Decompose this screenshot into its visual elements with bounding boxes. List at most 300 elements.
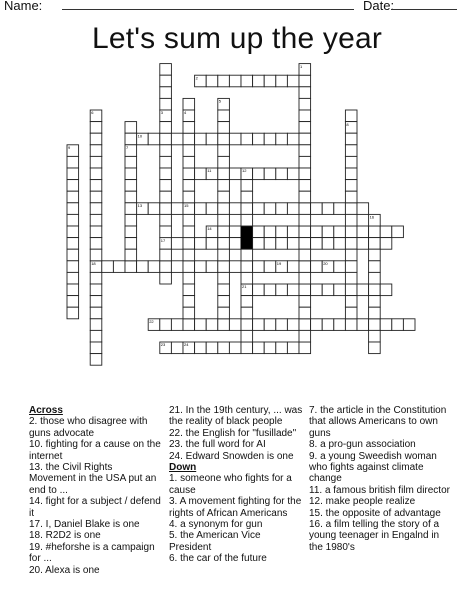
grid-cell[interactable] [183,98,195,110]
grid-cell[interactable] [195,238,207,250]
grid-cell[interactable] [171,342,183,354]
grid-cell[interactable] [241,75,253,87]
name-label: Name: [4,0,43,13]
grid-cell[interactable] [369,296,381,308]
grid-cell[interactable] [392,319,404,331]
clue-number: 16 [369,214,375,220]
grid-cell[interactable] [218,261,230,273]
grid-cell[interactable] [171,261,183,273]
grid-cell[interactable] [345,272,357,284]
grid-cell[interactable] [67,272,79,284]
grid-cell[interactable] [160,203,172,215]
grid-cell[interactable] [90,238,102,250]
grid-cell[interactable] [287,284,299,296]
grid-cell[interactable] [299,214,311,226]
grid-cell[interactable] [125,261,137,273]
grid-cell[interactable] [345,319,357,331]
grid-cell[interactable] [264,319,276,331]
grid-cell[interactable] [253,238,265,250]
grid-cell[interactable] [264,133,276,145]
grid-cell[interactable] [299,145,311,157]
grid-cell[interactable] [67,191,79,203]
grid-cell[interactable] [299,307,311,319]
clue-number: 7 [126,145,129,150]
grid-cell[interactable] [345,156,357,168]
grid-cell[interactable] [183,122,195,134]
grid-cell[interactable] [345,133,357,145]
grid-cell[interactable] [125,203,137,215]
grid-cell[interactable] [67,296,79,308]
grid-cell[interactable] [264,284,276,296]
grid-cell[interactable] [287,133,299,145]
clue-number: 19 [276,261,282,266]
grid-cell[interactable] [206,238,218,250]
grid-cell[interactable] [206,133,218,145]
grid-cell[interactable] [241,214,253,226]
grid-cell[interactable] [137,261,149,273]
grid-cell[interactable] [380,238,392,250]
clue-number: 4 [184,110,187,116]
grid-cell[interactable] [183,214,195,226]
grid-cell[interactable] [90,191,102,203]
grid-cell[interactable] [264,203,276,215]
grid-cell[interactable] [264,238,276,250]
grid-cell[interactable] [160,249,172,261]
clue-item: 14. fight for a subject / defend it [29,496,161,519]
grid-cell[interactable] [241,261,253,273]
grid-cell[interactable] [357,319,369,331]
grid-cell[interactable] [218,284,230,296]
grid-cell[interactable] [299,156,311,168]
grid-cell[interactable] [218,75,230,87]
grid-cell[interactable] [299,98,311,110]
grid-cell[interactable] [229,75,241,87]
grid-cell[interactable] [345,191,357,203]
grid-cell[interactable] [276,75,288,87]
grid-cell[interactable] [241,307,253,319]
grid-cell[interactable] [345,168,357,180]
grid-cell[interactable] [253,133,265,145]
grid-cell[interactable] [171,203,183,215]
clue-item: 12. make people realize [309,496,416,508]
clue-item: 20. Alexa is one [29,564,100,576]
grid-cell[interactable] [125,214,137,226]
grid-cell[interactable] [206,203,218,215]
grid-cell[interactable] [241,296,253,308]
grid-cell[interactable] [90,180,102,192]
grid-cell[interactable] [218,214,230,226]
clue-item: 24. Edward Snowden is one [169,450,294,462]
grid-cell[interactable] [160,122,172,134]
grid-cell[interactable] [299,203,311,215]
grid-cell[interactable] [171,238,183,250]
grid-cell[interactable] [160,191,172,203]
clue-number: 18 [91,261,96,266]
grid-cell[interactable] [90,133,102,145]
grid-cell[interactable] [322,284,334,296]
grid-cell[interactable] [183,272,195,284]
grid-cell[interactable] [299,168,311,180]
grid-cell[interactable] [369,261,381,273]
grid-cell[interactable] [276,133,288,145]
grid-cell[interactable] [287,75,299,87]
grid-cell[interactable] [160,156,172,168]
grid-cell[interactable] [183,156,195,168]
clue-item: 15. the opposite of advantage [309,507,441,519]
clue-item: 2. those who disagree with guns advocate [29,416,148,439]
grid-cell[interactable] [299,180,311,192]
grid-cell[interactable] [369,319,381,331]
grid-cell[interactable] [253,203,265,215]
grid-cell[interactable] [322,226,334,238]
grid-cell[interactable] [276,319,288,331]
grid-cell[interactable] [183,180,195,192]
grid-cell[interactable] [334,238,346,250]
grid-cell[interactable] [276,226,288,238]
grid-cell[interactable] [195,342,207,354]
clue-number: 13 [137,203,143,208]
grid-cell[interactable] [218,226,230,238]
grid-cell[interactable] [229,133,241,145]
grid-cell[interactable] [345,180,357,192]
grid-cell[interactable] [67,203,79,215]
grid-cell[interactable] [253,284,265,296]
clue-number: 14 [207,226,212,232]
grid-cell[interactable] [90,203,102,215]
grid-cell[interactable] [299,238,311,250]
grid-cell[interactable] [345,249,357,261]
grid-cell[interactable] [334,203,346,215]
grid-cell[interactable] [125,122,137,134]
grid-cell[interactable] [403,319,415,331]
grid-cell[interactable] [183,284,195,296]
grid-cell[interactable] [357,203,369,215]
grid-cell[interactable] [218,319,230,331]
grid-cell[interactable] [160,75,172,87]
grid-cell[interactable] [334,226,346,238]
grid-cell[interactable] [218,122,230,134]
grid-cell[interactable] [229,238,241,250]
clues-column-2 [169,405,304,565]
grid-cell[interactable] [253,261,265,273]
grid-cell[interactable] [218,145,230,157]
grid-cell[interactable] [125,238,137,250]
grid-cell[interactable] [345,284,357,296]
grid-cell[interactable] [287,203,299,215]
grid-cell[interactable] [90,284,102,296]
grid-cell[interactable] [171,133,183,145]
grid-cell[interactable] [67,238,79,250]
grid-cell[interactable] [183,145,195,157]
clue-item: 1. someone who fights for a cause [169,473,292,496]
grid-cell[interactable] [183,238,195,250]
grid-cell[interactable] [113,261,125,273]
grid-cell[interactable] [218,110,230,122]
grid-cell[interactable] [183,168,195,180]
grid-cell[interactable] [264,168,276,180]
grid-cell[interactable] [311,226,323,238]
grid-cell[interactable] [369,307,381,319]
grid-cell[interactable] [345,261,357,273]
grid-cell[interactable] [125,249,137,261]
grid-cell[interactable] [287,342,299,354]
grid-cell[interactable] [299,284,311,296]
grid-cell[interactable] [264,75,276,87]
grid-cell[interactable] [183,261,195,273]
grid-cell[interactable] [90,145,102,157]
grid-cell[interactable] [90,168,102,180]
grid-cell[interactable] [218,307,230,319]
grid-cell[interactable] [67,261,79,273]
grid-cell[interactable] [183,133,195,145]
grid-cell[interactable] [90,272,102,284]
grid-cell[interactable] [345,226,357,238]
grid-cell[interactable] [345,296,357,308]
grid-cell[interactable] [299,226,311,238]
grid-cell[interactable] [125,133,137,145]
grid-cell[interactable] [218,249,230,261]
grid-cell[interactable] [183,249,195,261]
grid-cell[interactable] [369,272,381,284]
grid-cell[interactable] [90,156,102,168]
grid-cell[interactable] [253,226,265,238]
grid-cell[interactable] [357,226,369,238]
grid-cell[interactable] [171,319,183,331]
grid-cell[interactable] [218,296,230,308]
grid-cell[interactable] [195,319,207,331]
grid-cell[interactable] [218,168,230,180]
grid-cell[interactable] [369,249,381,261]
grid-cell[interactable] [125,191,137,203]
grid-cell[interactable] [311,261,323,273]
grid-cell[interactable] [311,284,323,296]
grid-cell[interactable] [276,203,288,215]
grid-cell[interactable] [183,226,195,238]
grid-cell[interactable] [357,284,369,296]
grid-cell[interactable] [67,214,79,226]
grid-cell[interactable] [160,180,172,192]
grid-cell[interactable] [160,98,172,110]
clue-number: 6 [91,110,94,116]
grid-cell[interactable] [102,261,114,273]
grid-cell[interactable] [218,180,230,192]
grid-cell[interactable] [380,226,392,238]
grid-cell[interactable] [287,319,299,331]
grid-cell[interactable] [299,342,311,354]
grid-cell[interactable] [195,203,207,215]
grid-cell[interactable] [241,203,253,215]
grid-cell[interactable] [299,87,311,99]
grid-cell[interactable] [357,238,369,250]
grid-cell[interactable] [90,296,102,308]
grid-cell[interactable] [67,249,79,261]
grid-cell[interactable] [241,249,253,261]
grid-cell[interactable] [67,284,79,296]
grid-cell[interactable] [311,238,323,250]
grid-cell[interactable] [241,180,253,192]
clue-number: 2 [195,75,198,81]
grid-cell[interactable] [67,168,79,180]
grid-cell[interactable] [160,214,172,226]
grid-cell[interactable] [148,261,160,273]
grid-cell[interactable] [299,272,311,284]
grid-cell[interactable] [90,214,102,226]
grid-cell[interactable] [148,203,160,215]
grid-cell[interactable] [345,145,357,157]
grid-cell[interactable] [369,238,381,250]
grid-cell[interactable] [195,133,207,145]
clue-item: 5. the American Vice President [169,530,261,553]
grid-cell[interactable] [218,238,230,250]
grid-cell[interactable] [160,87,172,99]
grid-cell[interactable] [90,354,102,366]
grid-cell[interactable] [229,203,241,215]
grid-cell[interactable] [345,110,357,122]
grid-cell[interactable] [287,238,299,250]
grid-cell[interactable] [229,342,241,354]
grid-cell[interactable] [299,261,311,273]
grid-cell[interactable] [241,330,253,342]
grid-cell[interactable] [229,226,241,238]
grid-cell[interactable] [299,296,311,308]
grid-cell[interactable] [299,110,311,122]
grid-cell[interactable] [241,342,253,354]
grid-cell[interactable] [90,249,102,261]
grid-cell[interactable] [345,214,357,226]
grid-cell[interactable] [241,191,253,203]
clue-item: 11. a famous british film director [309,484,450,496]
grid-cell[interactable] [90,226,102,238]
grid-cell[interactable] [334,261,346,273]
grid-cell[interactable] [369,342,381,354]
grid-cell[interactable] [299,191,311,203]
grid-cell[interactable] [299,330,311,342]
grid-cell[interactable] [276,238,288,250]
grid-cell[interactable] [241,133,253,145]
grid-cell[interactable] [322,319,334,331]
grid-cell[interactable] [218,191,230,203]
grid-cell[interactable] [264,226,276,238]
grid-cell[interactable] [276,342,288,354]
grid-cell[interactable] [264,342,276,354]
grid-cell[interactable] [90,319,102,331]
grid-cell[interactable] [287,226,299,238]
grid-cell[interactable] [160,272,172,284]
grid-cell[interactable] [67,226,79,238]
grid-cell[interactable] [229,319,241,331]
grid-cell[interactable] [380,284,392,296]
clue-number: 10 [137,133,143,139]
grid-cell[interactable] [160,145,172,157]
grid-cell[interactable] [195,261,207,273]
grid-cell[interactable] [299,75,311,87]
grid-cell[interactable] [90,122,102,134]
grid-cell[interactable] [206,342,218,354]
grid-cell[interactable] [148,133,160,145]
grid-cell[interactable] [218,342,230,354]
grid-cell[interactable] [160,226,172,238]
grid-cell[interactable] [183,307,195,319]
grid-cell[interactable] [183,191,195,203]
grid-cell[interactable] [345,203,357,215]
grid-cell[interactable] [206,319,218,331]
grid-cell[interactable] [253,75,265,87]
grid-cell[interactable] [125,226,137,238]
grid-cell[interactable] [160,133,172,145]
grid-cell[interactable] [345,307,357,319]
grid-cell[interactable] [229,261,241,273]
grid-cell[interactable] [287,168,299,180]
clue-number: 3 [160,110,164,116]
grid-cell[interactable] [311,319,323,331]
grid-cell[interactable] [311,203,323,215]
grid-cell[interactable] [241,319,253,331]
grid-cell[interactable] [241,272,253,284]
grid-cell[interactable] [195,168,207,180]
grid-cell[interactable] [206,261,218,273]
grid-cell[interactable] [229,168,241,180]
grid-cell[interactable] [299,249,311,261]
grid-cell[interactable] [253,342,265,354]
grid-cell[interactable] [218,203,230,215]
grid-cell[interactable] [218,156,230,168]
grid-cell[interactable] [299,133,311,145]
grid-cell[interactable] [160,64,172,76]
grid-cell[interactable] [322,238,334,250]
grid-cell[interactable] [218,133,230,145]
grid-cell[interactable] [183,296,195,308]
grid-cell[interactable] [90,342,102,354]
grid-cell[interactable] [160,261,172,273]
grid-cell[interactable] [380,319,392,331]
grid-cell[interactable] [125,180,137,192]
grid-cell[interactable] [218,272,230,284]
grid-cell[interactable] [369,226,381,238]
grid-cell[interactable] [125,168,137,180]
grid-cell[interactable] [392,226,404,238]
grid-cell[interactable] [369,284,381,296]
grid-cell[interactable] [67,180,79,192]
grid-cell[interactable] [90,330,102,342]
grid-cell[interactable] [160,319,172,331]
grid-cell[interactable] [160,168,172,180]
grid-cell[interactable] [183,319,195,331]
grid-cell[interactable] [206,75,218,87]
grid-cell[interactable] [345,238,357,250]
grid-cell[interactable] [322,203,334,215]
grid-cell[interactable] [67,307,79,319]
grid-cell[interactable] [90,307,102,319]
grid-cell[interactable] [334,284,346,296]
grid-cell[interactable] [299,122,311,134]
grid-cell[interactable] [67,156,79,168]
grid-cell[interactable] [287,261,299,273]
clue-item: 17. I, Daniel Blake is one [29,519,140,531]
grid-cell[interactable] [299,319,311,331]
clue-item: 4. a synonym for gun [169,519,263,531]
grid-cell[interactable] [276,284,288,296]
grid-cell[interactable] [369,330,381,342]
grid-cell[interactable] [125,156,137,168]
clue-number: 21 [242,284,247,290]
grid-cell[interactable] [334,319,346,331]
clue-item: 6. the car of the future [169,553,267,565]
grid-cell[interactable] [253,319,265,331]
clue-item: 21. In the 19th century, ... was the reality of black people [169,405,303,428]
grid-cell[interactable] [264,261,276,273]
grid-cell[interactable] [253,168,265,180]
grid-cell[interactable] [276,168,288,180]
